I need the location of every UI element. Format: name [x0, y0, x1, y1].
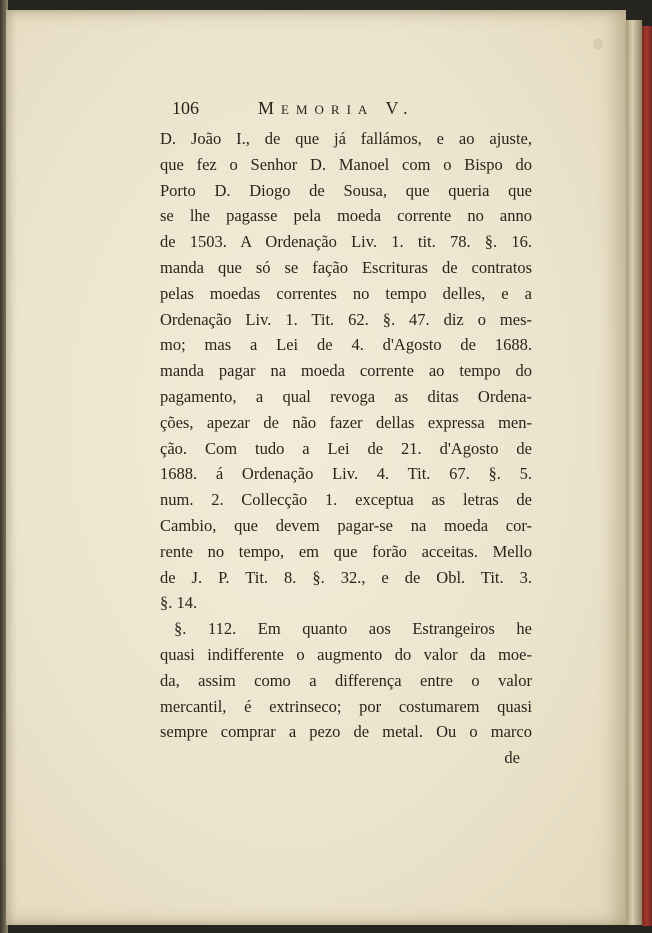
- text-line: Porto D. Diogo de Sousa, que queria que: [160, 180, 532, 200]
- text-line: sempre comprar a pezo de metal. Ou o marco: [160, 722, 532, 742]
- text-line: mo; mas a Lei de 4. d'Agosto de 1688.: [160, 335, 532, 355]
- paper-spot: [593, 38, 603, 50]
- text-line: mercantil, é extrinseco; por costumarem quasi: [160, 696, 532, 716]
- text-line: se lhe pagasse pela moeda corrente no anno: [160, 206, 532, 226]
- book-cover-edge: [642, 26, 652, 926]
- text-line: 1688. á Ordenação Liv. 4. Tit. 67. §. 5.: [160, 464, 532, 484]
- catchword: de: [504, 748, 520, 768]
- text-line: rente no tempo, em que forão acceitas. Mello: [160, 541, 532, 561]
- text-line: D. João I., de que já fallámos, e ao ajuste,: [160, 129, 532, 148]
- page-header: [160, 96, 532, 122]
- text-line: manda que só se fação Escrituras de contratos: [160, 257, 532, 277]
- text-line: Ordenação Liv. 1. Tit. 62. §. 47. diz o mes-: [160, 309, 532, 329]
- page-stack-edge: [626, 20, 642, 925]
- text-line: quasi indifferente o augmento do valor da moe-: [160, 644, 532, 664]
- text-line: manda pagar na moeda corrente ao tempo do: [160, 361, 532, 381]
- page-text-block: [160, 96, 532, 771]
- running-title: Memoria V.: [258, 98, 415, 118]
- text-line: Cambio, que devem pagar-se na moeda cor-: [160, 515, 532, 535]
- text-line: §. 14.: [160, 593, 198, 613]
- text-line: pelas moedas correntes no tempo delles, e a: [160, 283, 532, 303]
- text-line: da, assim como a differença entre o valor: [160, 670, 532, 690]
- paragraph-start-line: §. 112. Em quanto aos Estrangeiros he: [174, 619, 532, 639]
- text-line: de J. P. Tit. 8. §. 32., e de Obl. Tit. 3.: [160, 567, 532, 587]
- text-line: ções, apezar de não fazer dellas expressa men-: [160, 412, 532, 432]
- text-line: que fez o Senhor D. Manoel com o Bispo do: [160, 154, 532, 174]
- text-line: de 1503. A Ordenação Liv. 1. tit. 78. §. 16.: [160, 232, 532, 252]
- page-number: 106: [172, 98, 199, 118]
- text-line: num. 2. Collecção 1. exceptua as letras de: [160, 490, 532, 510]
- text-line: pagamento, a qual revoga as ditas Ordena-: [160, 386, 532, 406]
- text-line: ção. Com tudo a Lei de 21. d'Agosto de: [160, 438, 532, 458]
